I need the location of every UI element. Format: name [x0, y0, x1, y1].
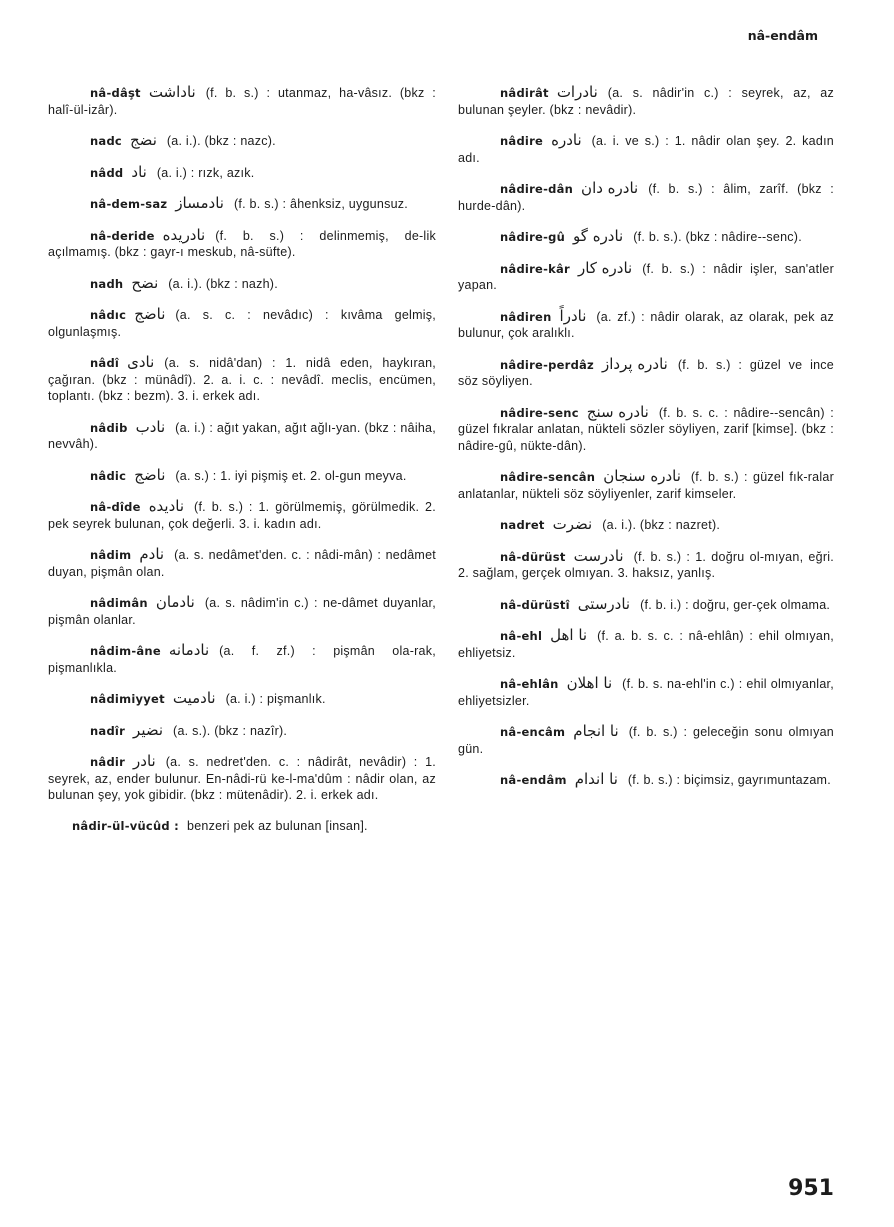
entry-ottoman-script: نادره پرداز: [602, 354, 668, 373]
entry-definition: (f. b. s. na-ehl'in c.) : ehil olmıyanlar, ehliyetsizler.: [458, 677, 834, 708]
entry-definition: (a. i.). (bkz : nazc).: [166, 134, 276, 148]
dictionary-entry: [48, 498, 436, 532]
entry-headword: nâdire: [500, 134, 544, 148]
entry-ottoman-script: نضج: [130, 131, 157, 149]
dictionary-entry: [48, 594, 436, 628]
dictionary-entry: [458, 84, 834, 118]
entry-ottoman-script: نادره كار: [577, 258, 633, 277]
dictionary-entry: [458, 516, 834, 534]
entry-ottoman-script: نا اهلان: [566, 674, 613, 692]
entry-definition: benzeri pek az bulunan [insan].: [187, 818, 368, 833]
entry-ottoman-script: ناضج: [134, 305, 166, 323]
dictionary-entry: [458, 627, 834, 661]
entry-definition: (a. s. nedâmet'den. c. : nâdi-mân) : nedâmet duyan, pişmân olan.: [48, 548, 436, 579]
dictionary-entry: [48, 546, 436, 580]
dictionary-entry: [48, 84, 436, 118]
dictionary-entry: [48, 467, 436, 485]
entry-headword: nâdir: [90, 755, 126, 769]
entry-definition: (f. b. s.) : biçimsiz, gayrımuntazam.: [627, 773, 831, 787]
dictionary-entry: [458, 308, 834, 342]
entry-ottoman-script: نادیده: [148, 497, 185, 515]
entry-definition: (a. f. zf.) : pişmân ola-rak, pişmanlıkla.: [48, 644, 436, 675]
dictionary-entry: [48, 164, 436, 182]
entry-definition: (a. i.) : pişmanlık.: [225, 692, 326, 706]
dictionary-entry: [48, 195, 436, 213]
entry-ottoman-script: نادرات: [556, 83, 598, 101]
dictionary-entry: [458, 675, 834, 709]
dictionary-entry: [48, 753, 436, 804]
page-number: 951: [788, 1176, 834, 1201]
entry-ottoman-script: ناد: [131, 162, 147, 181]
entry-ottoman-script: ناداشت: [148, 83, 196, 101]
entry-definition: (a. s. nâdim'in c.) : ne-dâmet duyanlar, pişmân olanlar.: [48, 596, 436, 627]
entry-headword: nâdim-âne: [90, 644, 161, 658]
entry-ottoman-script: نادمیت: [172, 689, 216, 707]
entry-definition: (f. b. s.) : utanmaz, ha-vâsız. (bkz : halî-ül-izâr).: [48, 86, 436, 117]
entry-headword: nâdire-senc: [500, 405, 579, 420]
dictionary-entry: [48, 818, 436, 835]
entry-headword: nâ-dem-saz: [90, 197, 168, 211]
entry-ottoman-script: نادره: [551, 131, 582, 149]
entry-definition: (a. i.). (bkz : nazret).: [602, 518, 721, 532]
dictionary-entry: [48, 354, 436, 405]
running-head: nâ-endâm: [747, 28, 818, 43]
entry-ottoman-script: نا اندام: [574, 770, 618, 788]
dictionary-entry: [48, 227, 436, 261]
entry-ottoman-script: نادره سنج: [586, 402, 649, 421]
entry-definition: (f. b. s.) : güzel ve ince söz söyliyen.: [458, 357, 834, 388]
dictionary-entry: [458, 132, 834, 166]
dictionary-entry: [458, 723, 834, 757]
entry-definition: (f. b. s. c. : nâdire--sencân) : güzel fıkralar anlatan, nükteli sözler söyliyen, zarif [kimse]. (bkz : nâdire-gû, nükte-dân).: [458, 405, 834, 453]
entry-headword: nâdire-perdâz: [500, 357, 595, 372]
entry-ottoman-script: نادرست: [573, 546, 624, 565]
entry-definition: (a. s. nidâ'dan) : 1. nidâ eden, haykıran, çağıran. (bkz : münâdî). 2. a. i. c. : nevâdî. meclis, encümen, toplantı. (bkz : bezm). 3. i. erkek adı.: [48, 356, 436, 403]
entry-headword: nadîr: [90, 723, 126, 738]
entry-ottoman-script: نضرت: [552, 515, 593, 533]
entry-headword: nâ-deride: [90, 228, 155, 243]
dictionary-entry: [48, 419, 436, 453]
entry-definition: (f. b. s.) : güzel fık-ralar anlatanlar, nükteli söz söyliyenler, zarif kimseler.: [458, 470, 834, 501]
dictionary-entry: [458, 260, 834, 294]
dictionary-entry: [458, 548, 834, 582]
entry-definition: (f. a. b. s. c. : nâ-ehlân) : ehil olmıyan, ehliyetsiz.: [458, 629, 834, 660]
entry-ottoman-script: نادرستى: [577, 594, 631, 613]
entry-headword: nâdib: [90, 420, 128, 435]
entry-headword: nâ-ehl: [500, 629, 543, 643]
entry-headword: nâdire-dân: [500, 182, 574, 196]
entry-definition: (a. s. c. : nevâdıc) : kıvâma gelmiş, olgunlaşmış.: [48, 308, 436, 339]
entry-headword: nâdimiyyet: [90, 692, 165, 706]
entry-headword: nâ-dâşt: [90, 86, 141, 100]
entry-definition: (f. b. s.) : 1. doğru ol-mıyan, eğri. 2. sağlam, gerçek olmıyan. 3. haksız, yanlış.: [458, 549, 834, 580]
dictionary-entry: [458, 228, 834, 246]
right-column: [458, 84, 834, 803]
entry-headword: nâdd: [90, 165, 124, 180]
entry-headword: nâ-ehlân: [500, 677, 559, 691]
entry-definition: (a. s.) : 1. iyi pişmiş et. 2. ol-gun meyva.: [175, 468, 407, 483]
entry-ottoman-script: نادریده: [162, 225, 206, 244]
entry-ottoman-script: نادمانه: [168, 641, 210, 659]
entry-headword: nadc: [90, 134, 122, 148]
entry-definition: (a. zf.) : nâdir olarak, az olarak, pek az bulunur, çok aralıklı.: [458, 309, 834, 340]
entry-headword: nâdire-kâr: [500, 261, 570, 276]
entry-ottoman-script: نادمان: [155, 593, 195, 611]
entry-headword: nadh: [90, 276, 124, 291]
entry-definition: (f. b. s.) : âhenksiz, uygunsuz.: [233, 197, 409, 211]
entry-ottoman-script: نادب: [135, 417, 166, 436]
entry-definition: (f. b. s.) : delinmemiş, de-lik açılmamış. (bkz : gayr-ı meskub, nâ-süfte).: [48, 228, 436, 259]
entry-headword: nâdire-sencân: [500, 470, 596, 484]
entry-definition: (f. b. s.). (bkz : nâdire--senc).: [633, 230, 802, 244]
dictionary-entry: [48, 722, 436, 740]
entry-ottoman-script: نضیر: [133, 720, 164, 739]
dictionary-entry: [48, 132, 436, 150]
entry-headword: nâdıc: [90, 308, 127, 322]
entry-definition: (a. i. ve s.) : 1. nâdir olan şey. 2. kadın adı.: [458, 134, 834, 165]
dictionary-entry: [48, 306, 436, 340]
entry-definition: (a. s. nedret'den. c. : nâdirât, nevâdir) : 1. seyrek, az, ender bulunur. En-nâdi-rü ke-l-ma'dûm : nâdir olan, az bulunan şey, yok gibidir. (bkz : mütenâdir). 2. i. erkek adı.: [48, 755, 436, 802]
entry-headword: nâdî: [90, 356, 120, 370]
dictionary-entry: [48, 642, 436, 676]
entry-headword: nâdirât: [500, 86, 549, 100]
entry-definition: (f. b. i.) : doğru, ger-çek olmama.: [640, 597, 831, 612]
entry-headword: nâdire-gû: [500, 230, 566, 244]
entry-headword: nâdiren: [500, 309, 552, 324]
entry-ottoman-script: نادمساز: [175, 194, 224, 212]
entry-headword: nâdir-ül-vücûd :: [72, 818, 179, 833]
dictionary-entry: [458, 596, 834, 614]
entry-headword: nâ-encâm: [500, 725, 566, 739]
entry-ottoman-script: نادر: [133, 752, 156, 770]
entry-headword: nâdim: [90, 548, 132, 562]
entry-definition: (a. i.). (bkz : nazh).: [168, 276, 278, 291]
entry-ottoman-script: نادره گو: [573, 227, 624, 245]
dictionary-entry: [458, 468, 834, 502]
entry-ottoman-script: نادراً: [559, 306, 587, 325]
entry-definition: (f. b. s.) : geleceğin sonu olmıyan gün.: [458, 725, 834, 756]
dictionary-entry: [48, 690, 436, 708]
entry-definition: (a. s.). (bkz : nazîr).: [173, 723, 288, 738]
entry-ottoman-script: نا انجام: [573, 722, 619, 740]
entry-definition: (a. i.) : rızk, azık.: [156, 165, 255, 180]
dictionary-entry: [458, 771, 834, 789]
entry-ottoman-script: نضح: [131, 273, 159, 292]
entry-ottoman-script: نا اهل: [550, 626, 588, 644]
entry-headword: nâ-endâm: [500, 773, 567, 787]
dictionary-entry: [458, 404, 834, 455]
entry-ottoman-script: ناضج: [134, 465, 166, 484]
dictionary-entry: [48, 275, 436, 293]
entry-ottoman-script: نادم: [139, 545, 165, 563]
entry-headword: nâ-dürüstî: [500, 597, 570, 612]
dictionary-entry: [458, 180, 834, 214]
left-column: [48, 84, 436, 848]
entry-ottoman-script: نادره دان: [581, 179, 639, 197]
entry-definition: (a. i.) : ağıt yakan, ağıt ağlı-yan. (bkz : nâiha, nevvâh).: [48, 420, 436, 451]
dictionary-entry: [458, 356, 834, 390]
entry-headword: nâ-dürüst: [500, 549, 566, 564]
entry-definition: (f. b. s.) : 1. görülmemiş, görülmedik. 2. pek seyrek bulunan, çok değerli. 3. i. kadın adı.: [48, 500, 436, 531]
entry-ottoman-script: نادى: [127, 353, 155, 371]
entry-ottoman-script: نادره سنجان: [603, 467, 681, 485]
entry-definition: (f. b. s.) : âlim, zarîf. (bkz : hurde-dân).: [458, 182, 834, 213]
entry-definition: (f. b. s.) : nâdir işler, san'atler yapan.: [458, 261, 834, 292]
entry-definition: (a. s. nâdir'in c.) : seyrek, az, az bulunan şeyler. (bkz : nevâdir).: [458, 86, 834, 117]
entry-headword: nâdimân: [90, 596, 148, 610]
entry-headword: nâdic: [90, 468, 127, 483]
entry-headword: nadret: [500, 518, 545, 532]
entry-headword: nâ-dîde: [90, 500, 141, 514]
